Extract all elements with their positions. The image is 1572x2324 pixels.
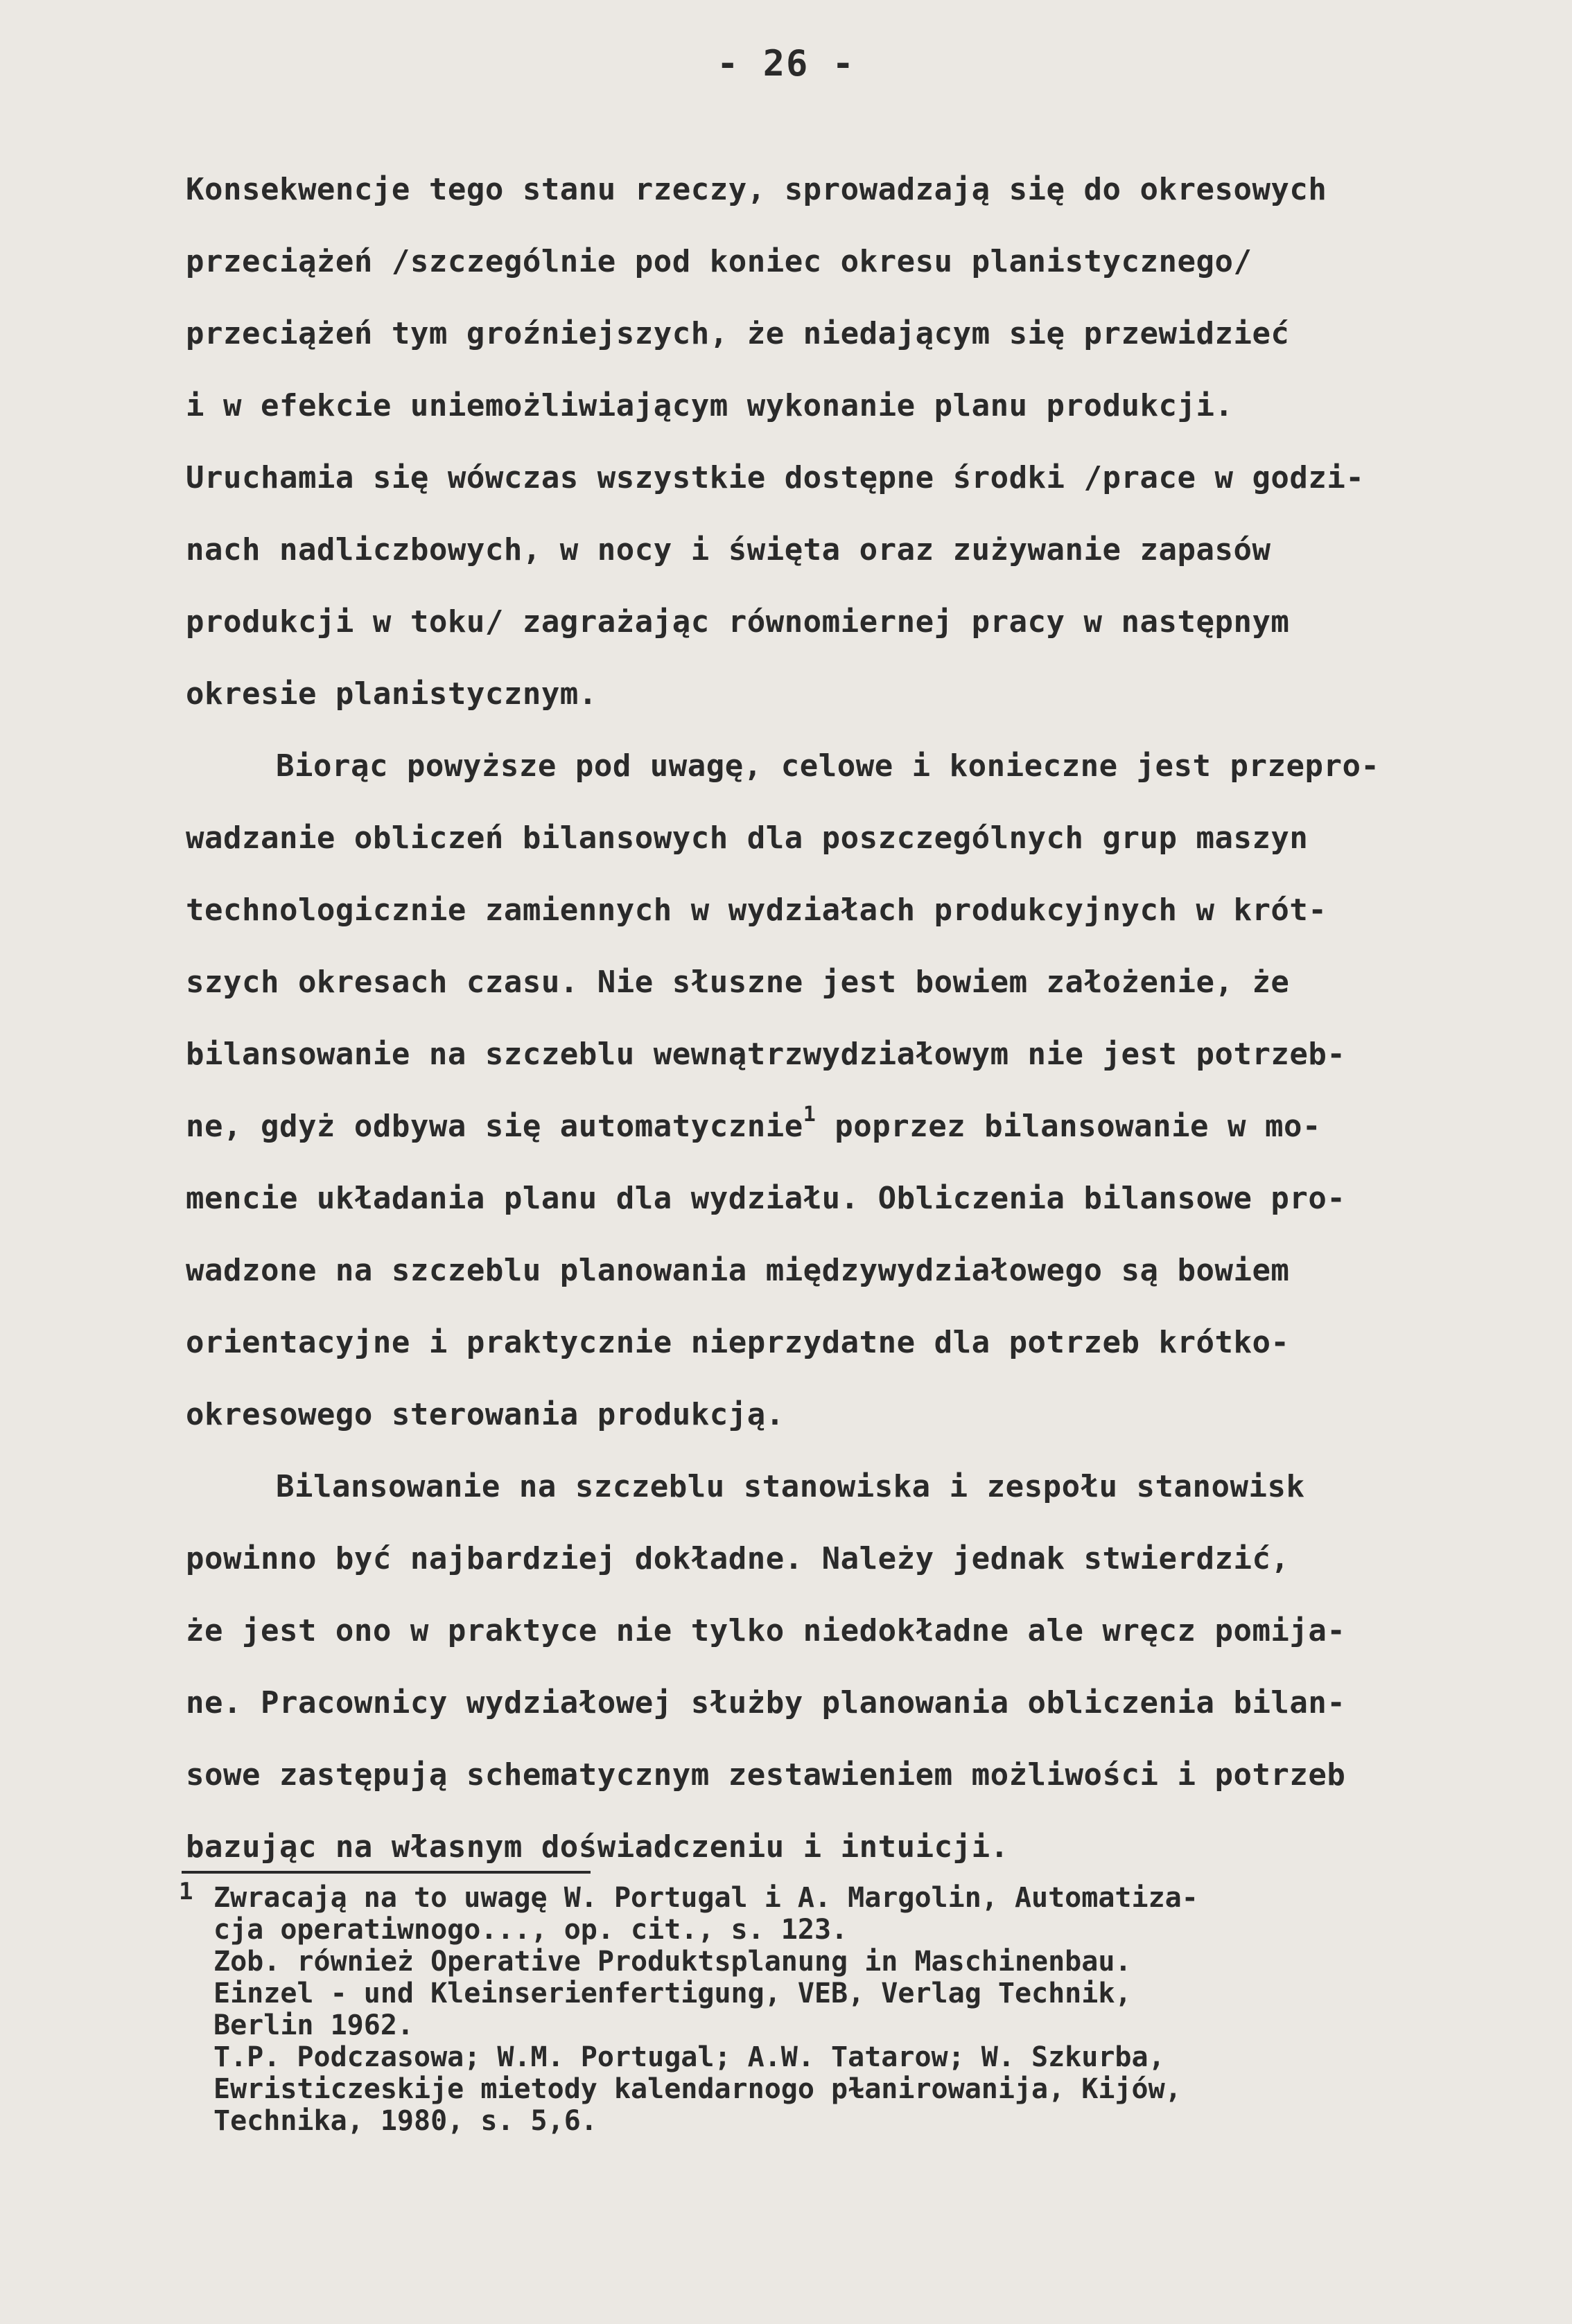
text-segment: ne, gdyż odbywa się automatycznie (186, 1109, 803, 1144)
text-line: wadzone na szczeblu planowania międzywydziałowego są bowiem (186, 1253, 1290, 1288)
footnote-line: cja operatiwnogo..., op. cit., s. 123. (213, 1914, 848, 1946)
text-line: ne. Pracownicy wydziałowej służby planowania obliczenia bilan- (186, 1685, 1346, 1720)
footnote-divider (182, 1871, 591, 1874)
footnote-line: Einzel - und Kleinserienfertigung, VEB, Verlag Technik, (213, 1978, 1132, 2009)
text-line: Uruchamia się wówczas wszystkie dostępne środki /prace w godzi- (186, 460, 1365, 495)
text-line: sowe zastępują schematycznym zestawieniem możliwości i potrzeb (186, 1757, 1346, 1793)
footnote-line: T.P. Podczasowa; W.M. Portugal; A.W. Tatarow; W. Szkurba, (213, 2041, 1165, 2073)
text-line: szych okresach czasu. Nie słuszne jest bowiem założenie, że (186, 965, 1290, 1000)
text-line-with-footnote-ref (186, 1091, 1503, 1163)
text-line: przeciążeń tym groźniejszych, że niedającym się przewidzieć (186, 316, 1290, 351)
footnote-line: Technika, 1980, s. 5,6. (213, 2105, 597, 2137)
footnote-marker: 1 (179, 1878, 193, 1905)
text-line: okresowego sterowania produkcją. (186, 1397, 785, 1432)
text-line: okresie planistycznym. (186, 676, 597, 712)
text-line: że jest ono w praktyce nie tylko niedokładne ale wręcz pomija- (186, 1613, 1346, 1648)
footnote-line: Zwracają na to uwagę W. Portugal i A. Margolin, Automatiza- (213, 1882, 1198, 1914)
paragraph-1 (186, 154, 1503, 730)
text-line: mencie układania planu dla wydziału. Obliczenia bilansowe pro- (186, 1181, 1346, 1216)
footnote-line: Ewristiczeskije mietody kalendarnogo pɫanirowanija, Kijów, (213, 2073, 1182, 2105)
text-line: Bilansowanie na szczeblu stanowiska i zespołu stanowisk (276, 1469, 1305, 1504)
text-line: bilansowanie na szczeblu wewnątrzwydziałowym nie jest potrzeb- (186, 1037, 1346, 1072)
paragraph-2 (186, 730, 1503, 1451)
footnote-reference[interactable]: 1 (803, 1102, 816, 1127)
footnote-line: Zob. również Operative Produktsplanung in Maschinenbau. (213, 1946, 1132, 1978)
body-text (186, 154, 1503, 1883)
text-line: i w efekcie uniemożliwiającym wykonanie planu produkcji. (186, 388, 1234, 423)
text-line: produkcji w toku/ zagrażając równomiernej pracy w następnym (186, 604, 1290, 640)
text-line: technologicznie zamiennych w wydziałach produkcyjnych w krót- (186, 892, 1327, 928)
paragraph-3 (186, 1451, 1503, 1883)
text-line: orientacyjne i praktycznie nieprzydatne dla potrzeb krótko- (186, 1325, 1290, 1360)
text-segment: poprzez bilansowanie w mo- (816, 1109, 1321, 1144)
text-line: wadzanie obliczeń bilansowych dla poszczególnych grup maszyn (186, 820, 1309, 856)
text-line: powinno być najbardziej dokładne. Należy jednak stwierdzić, (186, 1541, 1290, 1576)
footnote-line: Berlin 1962. (213, 2009, 414, 2041)
text-line: nach nadliczbowych, w nocy i święta oraz zużywanie zapasów (186, 532, 1271, 567)
page-number: - 26 - (717, 43, 855, 85)
text-line: przeciążeń /szczególnie pod koniec okresu planistycznego/ (186, 244, 1252, 279)
footnote (179, 1878, 1503, 2137)
text-line: bazując na własnym doświadczeniu i intuicji. (186, 1829, 1009, 1865)
text-line: Konsekwencje tego stanu rzeczy, sprowadzają się do okresowych (186, 172, 1327, 207)
text-line: Biorąc powyższe pod uwagę, celowe i konieczne jest przepro- (276, 748, 1380, 784)
